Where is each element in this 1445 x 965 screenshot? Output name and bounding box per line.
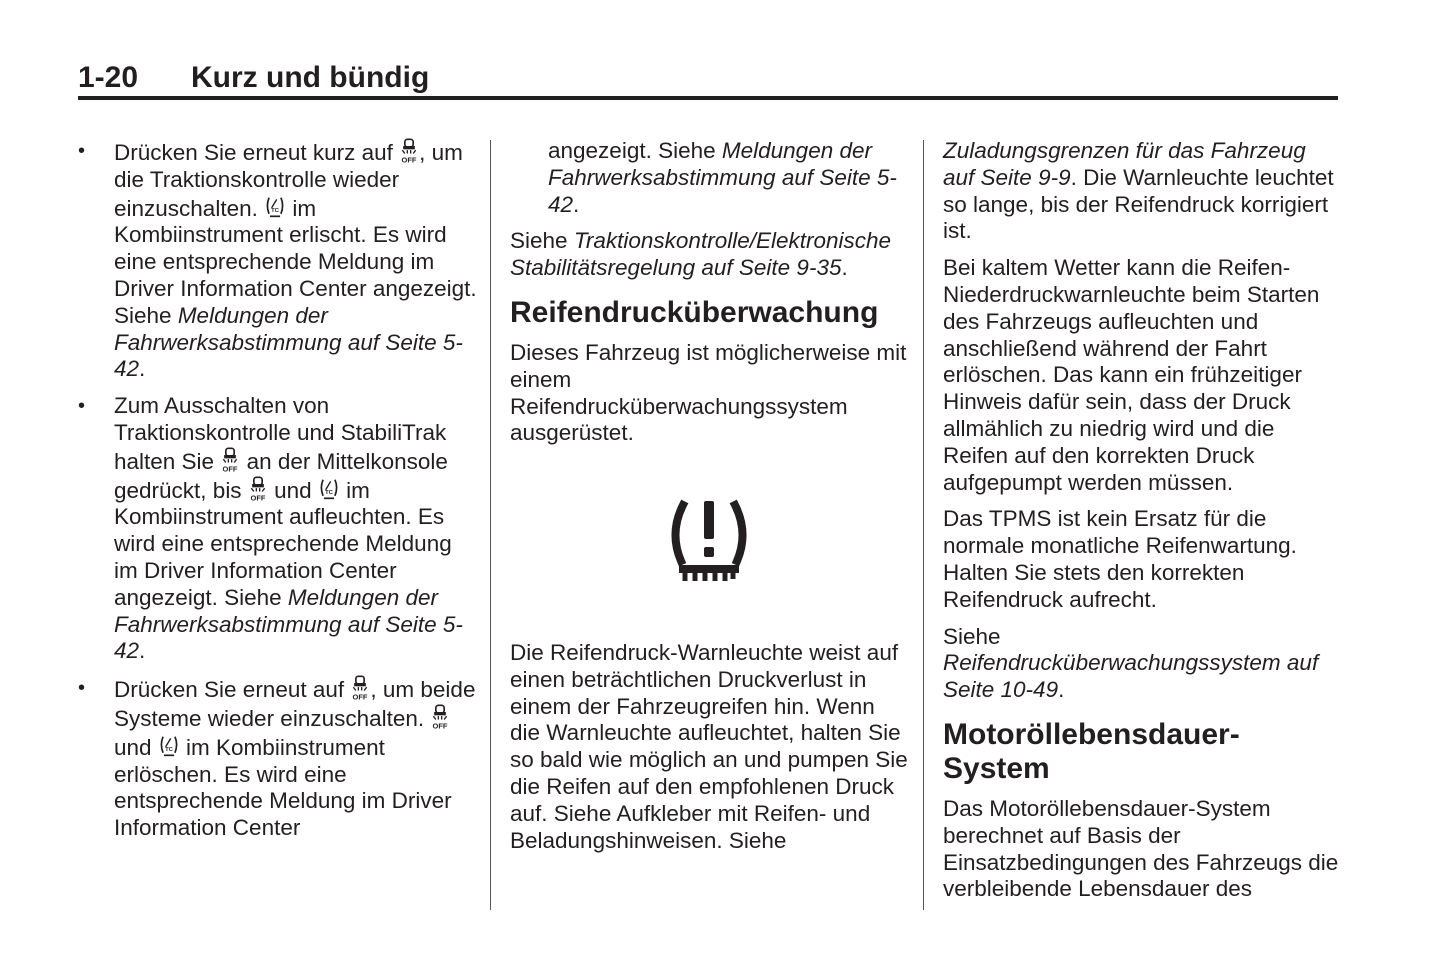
cross-reference: Meldungen der Fahrwerksabstimmung auf Seite 5-42	[114, 584, 463, 664]
paragraph: Die Reifendruck-Warnleuchte weist auf einen beträchtlichen Druckverlust in einem der Fahrzeugreifen hin. Wenn die Warnleuchte aufleuchtet, halten Sie so bald wie möglich an und pumpen Sie die Reifen auf den empfohlenen Druck auf. Siehe Aufkleber mit Reifen- und Beladungshinweisen. Siehe	[510, 639, 908, 853]
traction-control-off-icon	[350, 675, 370, 701]
page-number: 1-20	[78, 61, 139, 94]
section-heading: Motoröllebensdauer-System	[943, 717, 1240, 785]
traction-control-off-icon	[430, 704, 450, 730]
column-divider	[923, 140, 924, 910]
cross-reference: Zuladungsgrenzen für das Fahrzeug auf Seite 9-9	[943, 138, 1306, 190]
cross-reference: Reifendrucküberwachungssystem auf Seite 10-49	[943, 650, 1319, 703]
paragraph: Das Motoröllebensdauer-System berechnet auf Basis der Einsatzbedingungen des Fahrzeugs die verbleibende Lebensdauer des	[943, 795, 1339, 902]
tpms-figure	[510, 495, 908, 590]
section-heading: Reifendrucküberwachung	[510, 295, 879, 329]
chapter-title: Kurz und bündig	[191, 61, 430, 94]
traction-control-off-icon	[248, 476, 268, 502]
tire-pressure-warning-icon	[667, 495, 751, 583]
cross-reference: Meldungen der Fahrwerksabstimmung auf Seite 5-42	[114, 302, 463, 382]
see-also: Siehe Traktionskontrolle/Elektronische Stabilitätsregelung auf Seite 9-35.	[510, 228, 892, 281]
continued-text: angezeigt. Siehe Meldungen der Fahrwerksabstimmung auf Seite 5-42.	[548, 138, 897, 217]
cross-reference: Traktionskontrolle/Elektronische Stabilitätsregelung auf Seite 9-35	[510, 228, 892, 281]
traction-control-off-icon	[220, 447, 240, 473]
paragraph: Das TPMS ist kein Ersatz für die normale monatliche Reifenwartung. Halten Sie stets den korrekten Reifendruck aufrecht.	[943, 506, 1297, 612]
column-1	[78, 138, 478, 852]
column-3	[943, 138, 1341, 913]
traction-control-indicator-icon	[318, 476, 340, 502]
bullet: •	[78, 677, 86, 700]
see-also: Siehe Reifendrucküberwachungssystem auf Seite 10-49.	[943, 623, 1319, 703]
bullet: •	[78, 140, 86, 162]
bullet: •	[78, 395, 86, 418]
list-item: • Drücken Sie erneut kurz auf , um die Traktionskontrolle wieder einzuschalten. im Kombiinstrument erlischt. Es wird eine entsprechende Meldung im Driver Information Center angezeigt. Siehe Meldungen der Fahrwerksabstimmung auf Seite 5-42.	[78, 140, 477, 382]
header-rule	[78, 96, 1338, 100]
paragraph: Bei kaltem Wetter kann die Reifen-Niederdruckwarnleuchte beim Starten des Fahrzeugs aufleuchten und anschließend während der Fahrt erlöschen. Das kann ein frühzeitiger Hinweis dafür sein, dass der Druck allmählich zu niedrig wird und die Reifen auf den korrekten Druck aufgepumpt werden müssen.	[943, 255, 1320, 495]
paragraph: Zuladungsgrenzen für das Fahrzeug auf Seite 9-9. Die Warnleuchte leuchtet so lange, bis der Reifendruck korrigiert ist.	[943, 138, 1334, 244]
traction-control-indicator-icon	[158, 733, 180, 759]
list-item: • Drücken Sie erneut auf , um beide Systeme wieder einzuschalten. und im Kombiinstrument erlöschen. Es wird eine entsprechende Meldung im Driver Information Center	[78, 677, 476, 841]
cross-reference: Meldungen der Fahrwerksabstimmung auf Seite 5-42	[548, 138, 897, 217]
paragraph: Dieses Fahrzeug ist möglicherweise mit einem Reifendrucküberwachungssystem ausgerüstet.	[510, 339, 907, 446]
page-header	[78, 60, 1338, 100]
traction-control-indicator-icon	[264, 194, 286, 220]
column-divider	[490, 140, 491, 910]
column-2	[510, 138, 908, 864]
list-item: • Zum Ausschalten von Traktionskontrolle und StabiliTrak halten Sie an der Mittelkonsole gedrückt, bis und im Kombiinstrument aufleuchten. Es wird eine entsprechende Meldung im Driver Information Center angezeigt. Siehe Meldungen der Fahrwerksabstimmung auf Seite 5-42.	[78, 393, 463, 664]
traction-control-off-icon	[399, 138, 419, 164]
